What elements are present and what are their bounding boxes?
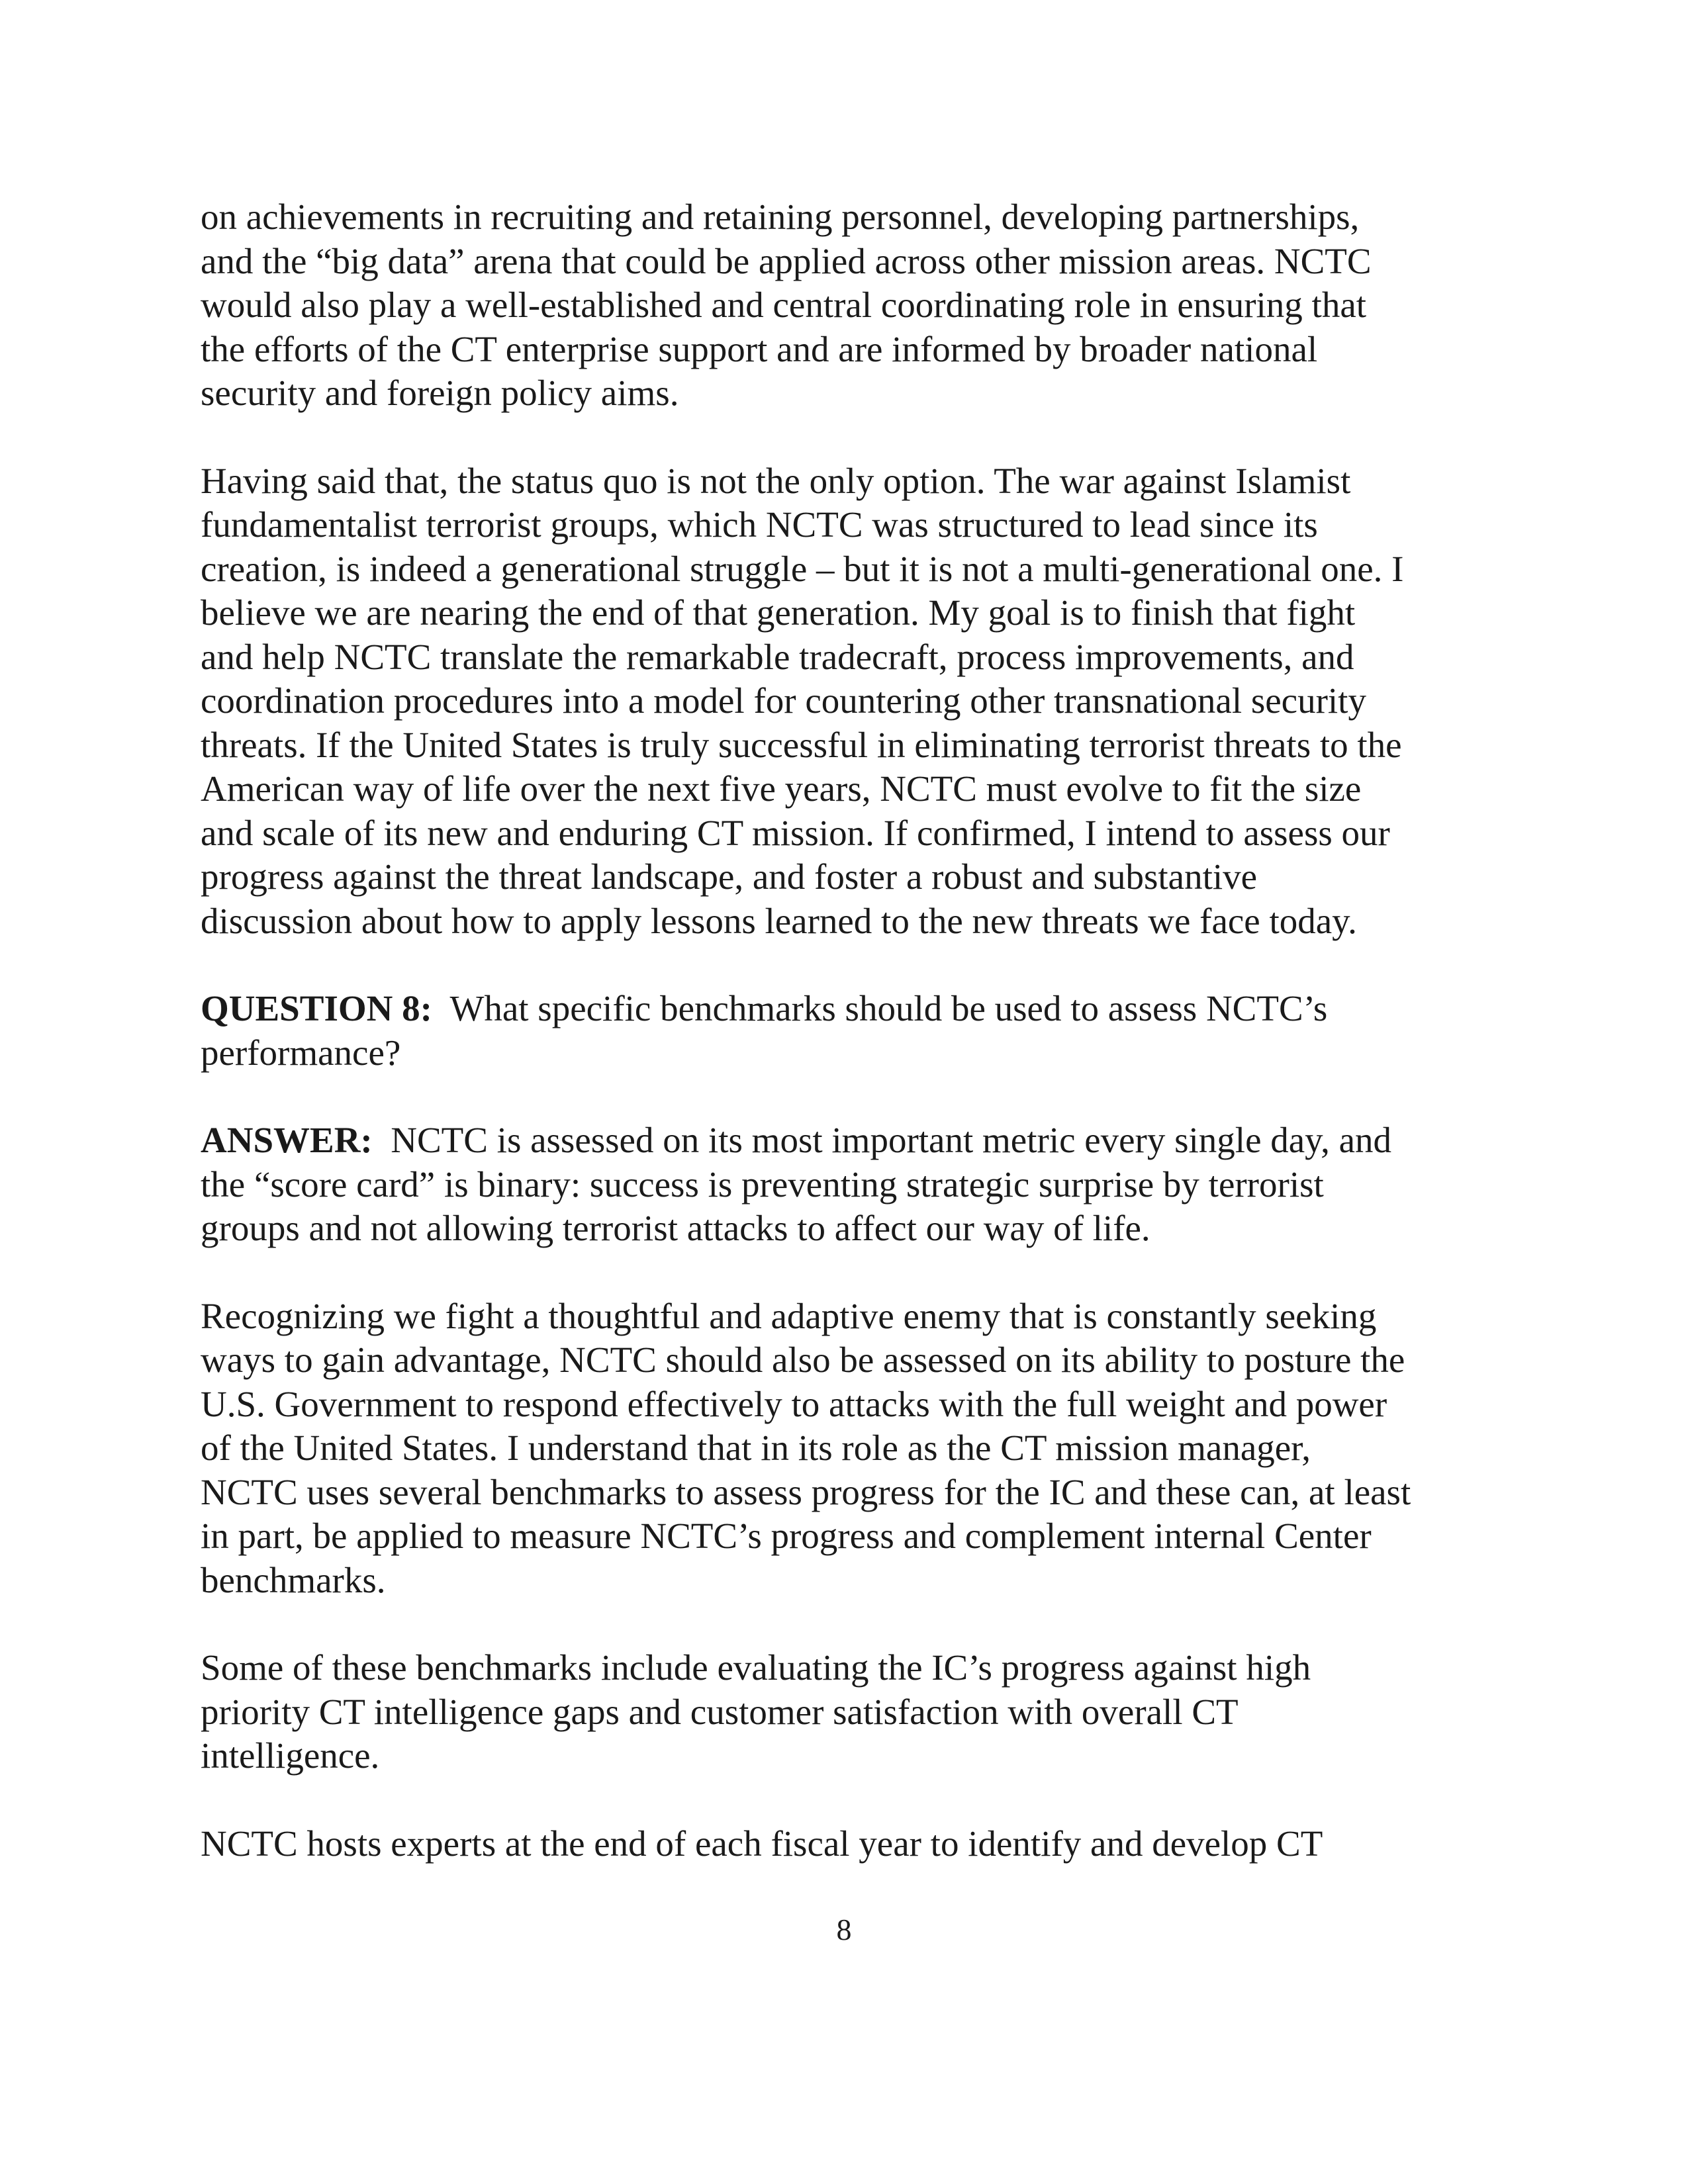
text-line: and the “big data” arena that could be applied across other mission areas. NCTC [201,240,1372,281]
text-line: coordination procedures into a model for countering other transnational security [201,680,1366,721]
text-line: creation, is indeed a generational struggle – but it is not a multi-generational one. I [201,548,1404,589]
paragraph-experts [201,1822,1498,1866]
question-label: QUESTION 8: [201,988,432,1028]
question-text-continued: performance? [201,1032,401,1073]
text-line: would also play a well-established and central coordinating role in ensuring that [201,285,1367,325]
text-line: security and foreign policy aims. [201,373,679,413]
text-line: benchmarks. [201,1559,386,1600]
text-line: and help NCTC translate the remarkable tradecraft, process improvements, and [201,636,1354,677]
answer-label: ANSWER: [201,1120,373,1160]
text-line: believe we are nearing the end of that generation. My goal is to finish that fight [201,592,1356,633]
page-number: 8 [836,1913,852,1946]
text-line: Recognizing we fight a thoughtful and adaptive enemy that is constantly seeking [201,1295,1377,1336]
text-line: Having said that, the status quo is not the only option. The war against Islamist [201,460,1351,501]
question-text: What specific benchmarks should be used to assess NCTC’s [449,988,1328,1028]
text-line: discussion about how to apply lessons learned to the new threats we face today. [201,900,1357,941]
text-line: intelligence. [201,1735,380,1776]
text-line: in part, be applied to measure NCTC’s progress and complement internal Center [201,1516,1372,1556]
text-line: and scale of its new and enduring CT mission. If confirmed, I intend to assess our [201,812,1390,853]
text-line: on achievements in recruiting and retaining personnel, developing partnerships, [201,197,1360,237]
text-line: threats. If the United States is truly successful in eliminating terrorist threats to the [201,724,1402,765]
paragraph-mission-coordination [201,195,1498,416]
answer-text-continued: groups and not allowing terrorist attacks to affect our way of life. [201,1208,1150,1248]
text-line: U.S. Government to respond effectively to attacks with the full weight and power [201,1383,1387,1424]
answer-text-continued: the “score card” is binary: success is preventing strategic surprise by terrorist [201,1163,1324,1205]
text-line: the efforts of the CT enterprise support and are informed by broader national [201,328,1318,369]
answer-8 [201,1118,1498,1251]
text-line: fundamentalist terrorist groups, which NCTC was structured to lead since its [201,504,1318,545]
text-line: priority CT intelligence gaps and customer satisfaction with overall CT [201,1691,1239,1732]
paragraph-adaptive-enemy [201,1295,1498,1603]
question-8 [201,987,1498,1075]
answer-text: NCTC is assessed on its most important metric every single day, and [391,1120,1391,1160]
text-line: American way of life over the next five years, NCTC must evolve to fit the size [201,768,1362,809]
paragraph-status-quo [201,459,1498,944]
text-line: of the United States. I understand that in its role as the CT mission manager, [201,1428,1311,1468]
text-line: ways to gain advantage, NCTC should also be assessed on its ability to posture the [201,1340,1405,1380]
paragraph-benchmarks [201,1646,1498,1778]
text-line: NCTC hosts experts at the end of each fiscal year to identify and develop CT [201,1823,1323,1864]
answer-line [201,1118,1498,1163]
text-line: progress against the threat landscape, and foster a robust and substantive [201,856,1258,897]
question-line [201,987,1498,1031]
document-body [201,195,1498,1909]
text-line: Some of these benchmarks include evaluating the IC’s progress against high [201,1647,1311,1688]
text-line: NCTC uses several benchmarks to assess progress for the IC and these can, at least [201,1471,1411,1512]
